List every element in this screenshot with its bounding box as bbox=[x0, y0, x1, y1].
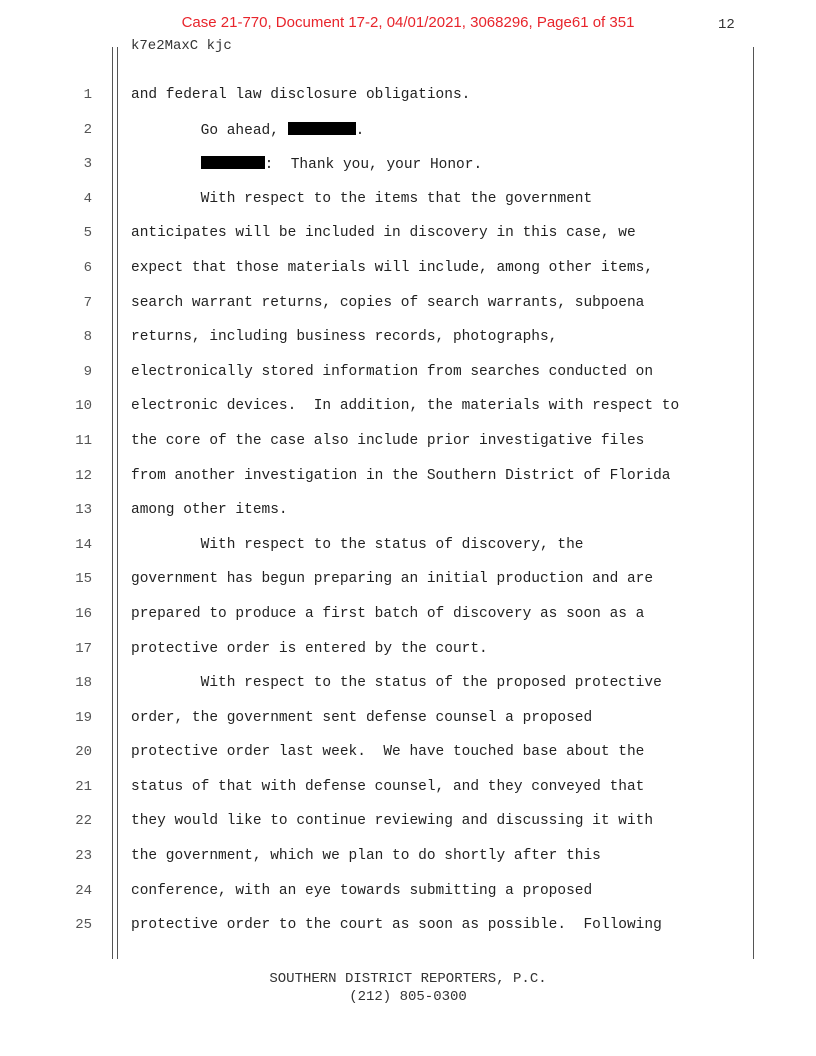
line-text: protective order is entered by the court. bbox=[131, 640, 488, 657]
line-text: search warrant returns, copies of search warrants, subpoena bbox=[131, 294, 645, 311]
redaction-bar bbox=[288, 122, 356, 135]
line-text: and federal law disclosure obligations. bbox=[131, 87, 471, 103]
line-number: 5 bbox=[83, 225, 92, 242]
transcript-line bbox=[0, 530, 816, 565]
transcript-line bbox=[0, 184, 816, 219]
reporter-name: SOUTHERN DISTRICT REPORTERS, P.C. bbox=[269, 971, 547, 987]
transcript-line bbox=[0, 80, 816, 115]
line-number: 25 bbox=[75, 917, 92, 934]
line-text: among other items. bbox=[131, 502, 288, 519]
transcript-line bbox=[0, 391, 816, 426]
line-text: electronically stored information from searches conducted on bbox=[131, 363, 654, 380]
line-number: 12 bbox=[75, 467, 92, 484]
line-number: 24 bbox=[75, 882, 92, 899]
line-number: 7 bbox=[83, 294, 92, 311]
line-text: order, the government sent defense counsel a proposed bbox=[131, 709, 593, 726]
line-text: electronic devices. In addition, the materials with respect to bbox=[131, 398, 680, 415]
line-number: 18 bbox=[75, 675, 92, 692]
line-number: 13 bbox=[75, 502, 92, 519]
transcript-line bbox=[0, 495, 816, 530]
transcript-line bbox=[0, 910, 816, 945]
transcript-line bbox=[0, 218, 816, 253]
line-text-pre: Go ahead, bbox=[131, 122, 288, 139]
transcript-line bbox=[0, 357, 816, 392]
line-number: 1 bbox=[83, 87, 92, 103]
line-number: 8 bbox=[83, 329, 92, 346]
transcript-line bbox=[0, 668, 816, 703]
transcript-line bbox=[0, 564, 816, 599]
line-number: 15 bbox=[75, 571, 92, 588]
document-id: k7e2MaxC kjc bbox=[131, 38, 232, 54]
line-number: 4 bbox=[83, 190, 92, 207]
line-text: from another investigation in the Southern District of Florida bbox=[131, 467, 671, 484]
line-text: anticipates will be included in discovery in this case, we bbox=[131, 225, 636, 242]
transcript-line bbox=[0, 461, 816, 496]
case-header: Case 21-770, Document 17-2, 04/01/2021, 3068296, Page61 of 351 bbox=[181, 14, 635, 31]
line-number: 10 bbox=[75, 398, 92, 415]
line-text-pre bbox=[131, 157, 201, 173]
line-number: 3 bbox=[83, 156, 92, 173]
transcript-line bbox=[0, 737, 816, 772]
transcript-line bbox=[0, 115, 816, 150]
line-text: the government, which we plan to do shortly after this bbox=[131, 848, 601, 865]
reporter-footer bbox=[0, 970, 816, 1006]
transcript-line bbox=[0, 841, 816, 876]
transcript-line bbox=[0, 288, 816, 323]
line-number: 21 bbox=[75, 778, 92, 795]
line-text: protective order last week. We have touched base about the bbox=[131, 744, 645, 761]
redaction-bar bbox=[201, 156, 265, 169]
line-number: 2 bbox=[83, 121, 92, 138]
line-text: protective order to the court as soon as possible. Following bbox=[131, 917, 662, 934]
line-number: 20 bbox=[75, 744, 92, 761]
line-text: expect that those materials will include, among other items, bbox=[131, 259, 654, 276]
transcript-line bbox=[0, 322, 816, 357]
transcript-line bbox=[0, 634, 816, 669]
line-text bbox=[131, 156, 482, 173]
line-text-post: . bbox=[355, 122, 365, 139]
line-number: 6 bbox=[83, 259, 92, 276]
line-number: 11 bbox=[75, 432, 92, 449]
line-text: conference, with an eye towards submitting a proposed bbox=[131, 882, 593, 899]
transcript-line bbox=[0, 772, 816, 807]
line-text-post: : Thank you, your Honor. bbox=[264, 157, 483, 174]
line-text: returns, including business records, photographs, bbox=[131, 329, 558, 346]
transcript-line bbox=[0, 703, 816, 738]
line-text: status of that with defense counsel, and they conveyed that bbox=[131, 778, 645, 795]
line-number: 19 bbox=[75, 709, 92, 726]
transcript-line bbox=[0, 253, 816, 288]
page-number: 12 bbox=[718, 17, 735, 33]
line-text bbox=[131, 122, 364, 139]
transcript-line bbox=[0, 426, 816, 461]
transcript-line bbox=[0, 149, 816, 184]
line-text: government has begun preparing an initial production and are bbox=[131, 571, 654, 588]
line-number: 17 bbox=[75, 640, 92, 657]
line-text: the core of the case also include prior investigative files bbox=[131, 432, 645, 449]
line-text: With respect to the status of the proposed protective bbox=[131, 675, 662, 692]
line-number: 22 bbox=[75, 813, 92, 830]
transcript-line bbox=[0, 599, 816, 634]
line-number: 16 bbox=[75, 605, 92, 622]
line-text: With respect to the items that the government bbox=[131, 190, 593, 207]
line-number: 23 bbox=[75, 848, 92, 865]
line-number: 9 bbox=[83, 363, 92, 380]
transcript-line bbox=[0, 806, 816, 841]
line-text: they would like to continue reviewing and discussing it with bbox=[131, 813, 654, 830]
transcript-line bbox=[0, 876, 816, 911]
transcript-body bbox=[0, 80, 816, 945]
line-number: 14 bbox=[75, 536, 92, 553]
line-text: prepared to produce a first batch of discovery as soon as a bbox=[131, 605, 645, 622]
reporter-phone: (212) 805-0300 bbox=[349, 989, 467, 1005]
line-text: With respect to the status of discovery, the bbox=[131, 536, 584, 553]
